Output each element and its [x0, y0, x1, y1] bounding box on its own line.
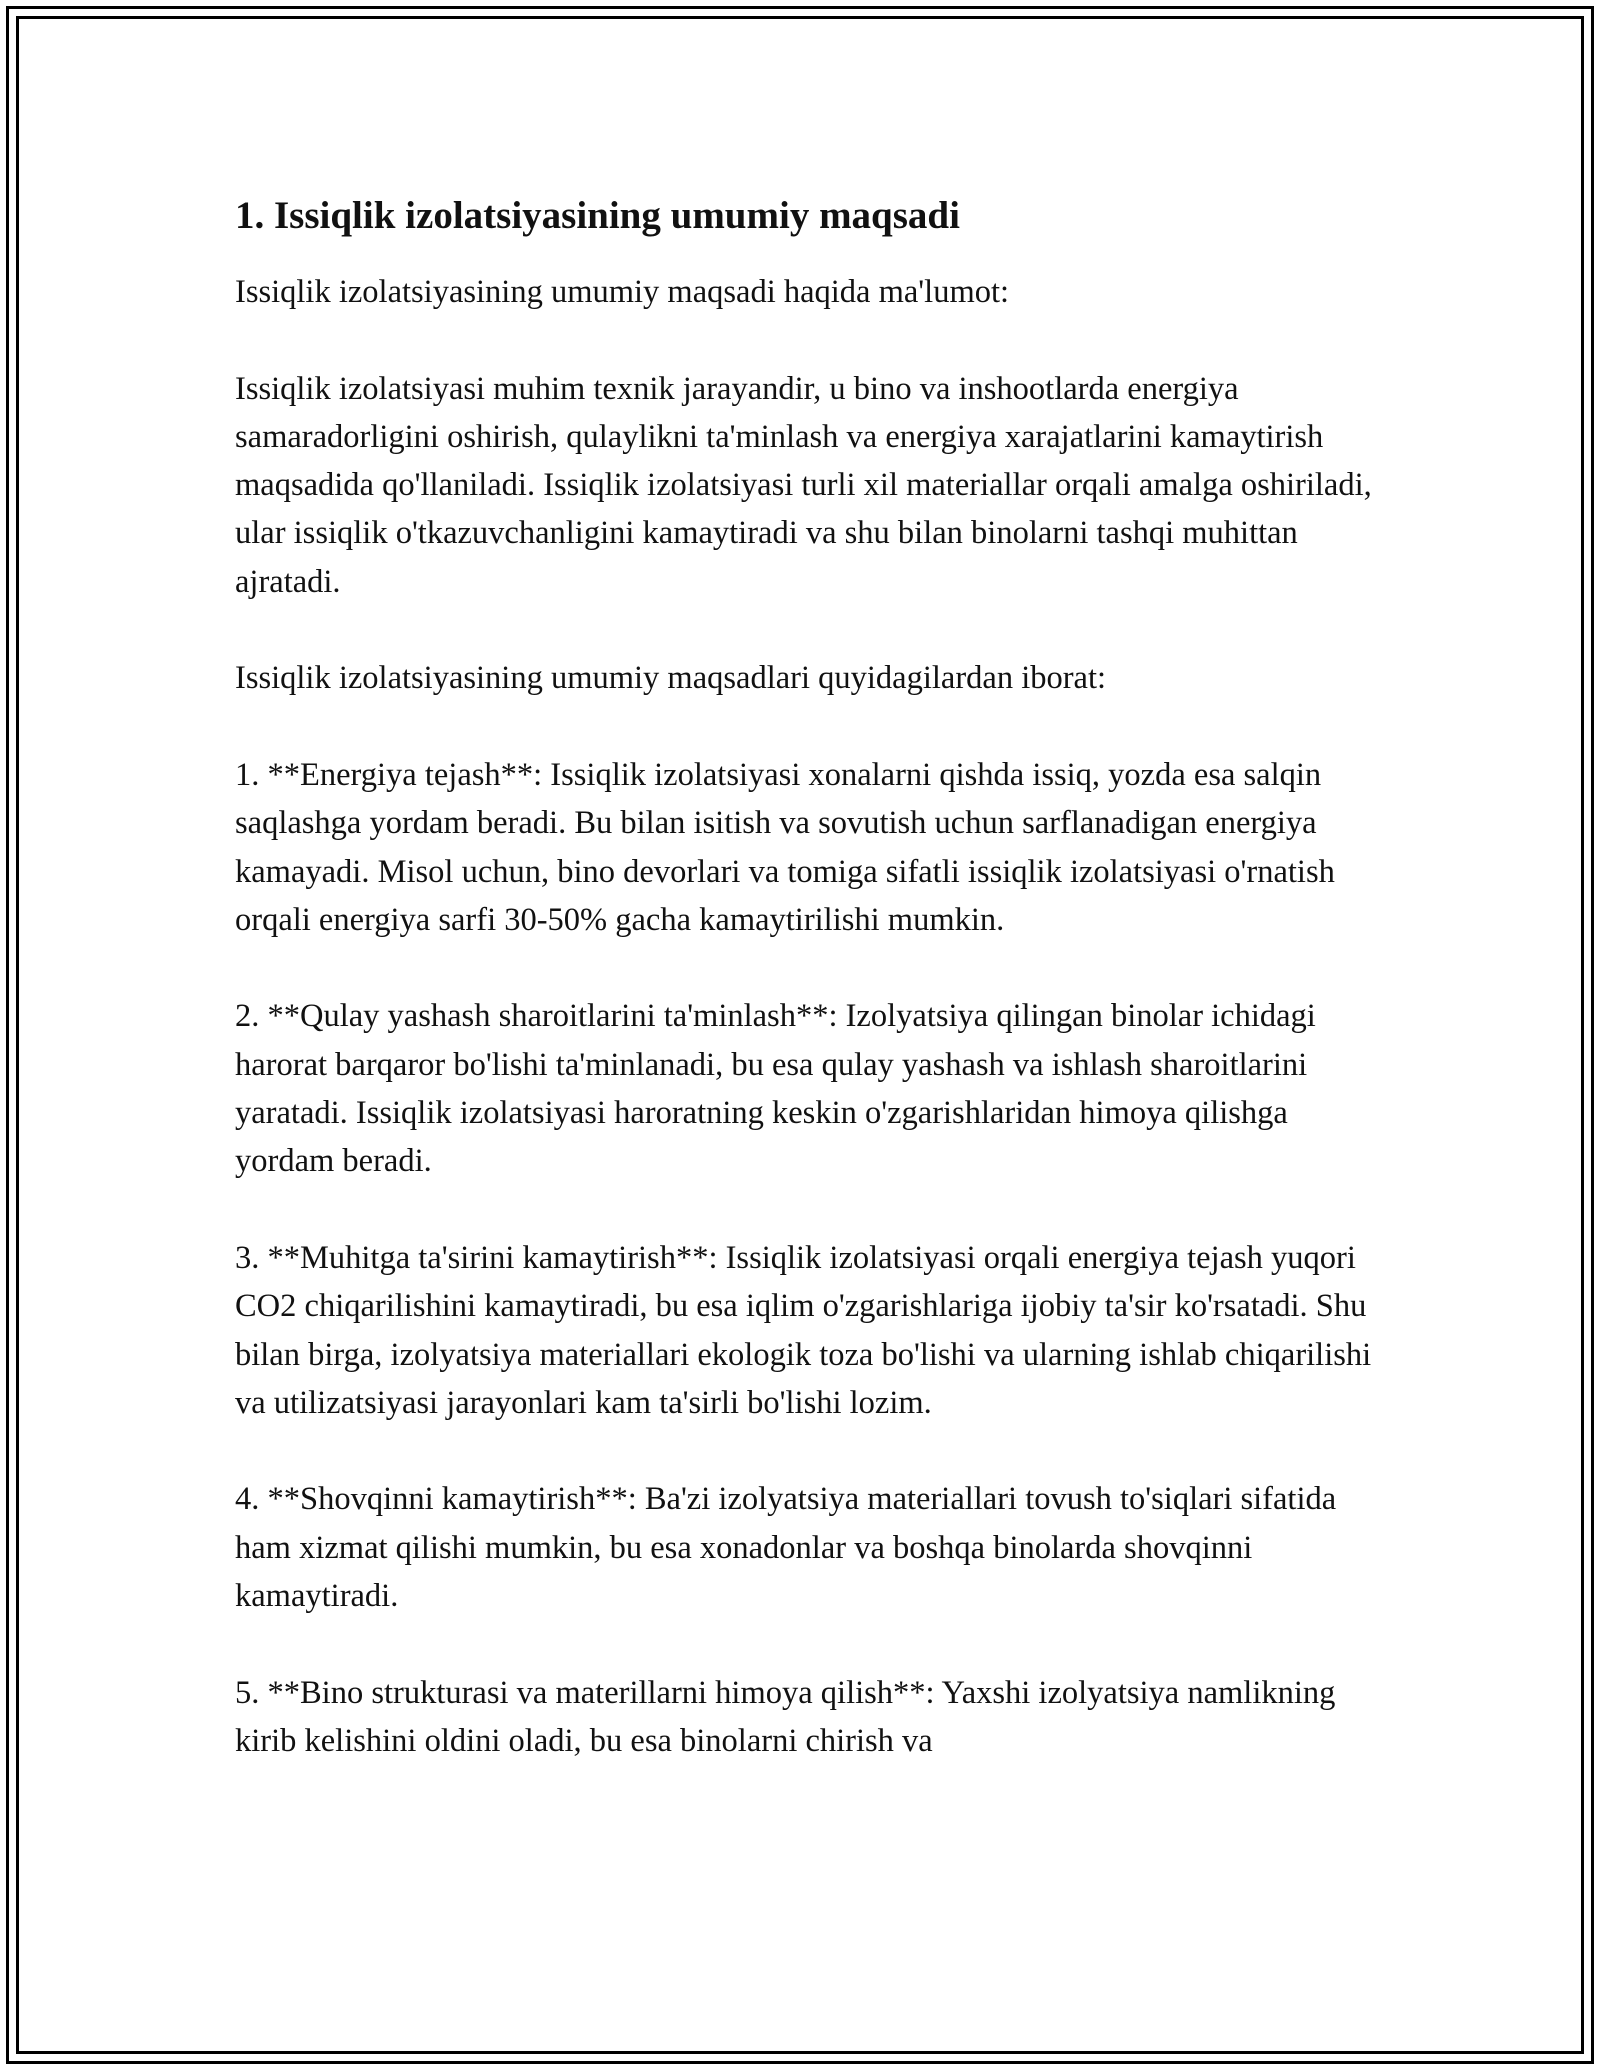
page-title: 1. Issiqlik izolatsiyasining umumiy maqsadi — [235, 194, 960, 237]
list-item-environment: 3. **Muhitga ta'sirini kamaytirish**: Issiqlik izolatsiyasi orqali energiya tejash yuqori CO2 chiqarilishini kamaytiradi, bu esa iqlim o'zgarishlariga ijobiy ta'sir ko'rsatadi. Shu bilan birga, izolyatsiya materiallari ekologik toza bo'lishi va ularning ishlab chiqarilishi va utilizatsiyasi jarayonlari kam ta'sirli bo'lishi lozim. — [235, 1239, 1372, 1421]
list-item-comfort: 2. **Qulay yashash sharoitlarini ta'minlash**: Izolyatsiya qilingan binolar ichidagi harorat barqaror bo'lishi ta'minlanadi, bu esa qulay yashash va ishlash sharoitlarini yaratadi. Issiqlik izolatsiyasi haroratning keskin o'zgarishlaridan himoya qilishga yordam beradi. — [235, 998, 1316, 1180]
intro-line: Issiqlik izolatsiyasining umumiy maqsadi haqida ma'lumot: — [235, 274, 1010, 310]
paragraph-goals-lead: Issiqlik izolatsiyasining umumiy maqsadlari quyidagilardan iborat: — [235, 660, 1107, 697]
list-item-energy-saving: 1. **Energiya tejash**: Issiqlik izolatsiyasi xonalarni qishda issiq, yozda esa salqin saqlashga yordam beradi. Bu bilan isitish va sovutish uchun sarflanadigan energiya kamayadi. Misol uchun, bino devorlari va tomiga sifatli issiqlik izolatsiyasi o'rnatish orqali energiya sarfi 30-50% gacha kamaytirilishi mumkin. — [235, 756, 1335, 938]
list-item-noise: 4. **Shovqinni kamaytirish**: Ba'zi izolyatsiya materiallari tovush to'siqlari sifatida ham xizmat qilishi mumkin, bu esa xonadonlar va boshqa binolarda shovqinni kamaytiradi. — [235, 1481, 1337, 1615]
document-body — [235, 188, 1375, 1814]
list-item-structure-protection: 5. **Bino strukturasi va materillarni himoya qilish**: Yaxshi izolyatsiya namlikning kirib kelishini oldini oladi, bu esa binolarni chirish va — [235, 1674, 1336, 1759]
paragraph-overview: Issiqlik izolatsiyasi muhim texnik jarayandir, u bino va inshootlarda energiya samaradorligini oshirish, qulaylikni ta'minlash va energiya xarajatlarini kamaytirish maqsadida qo'llaniladi. Issiqlik izolatsiyasi turli xil materiallar orqali amalga oshiriladi, ular issiqlik o'tkazuvchanligini kamaytiradi va shu bilan binolarni tashqi muhittan ajratadi. — [235, 370, 1372, 600]
